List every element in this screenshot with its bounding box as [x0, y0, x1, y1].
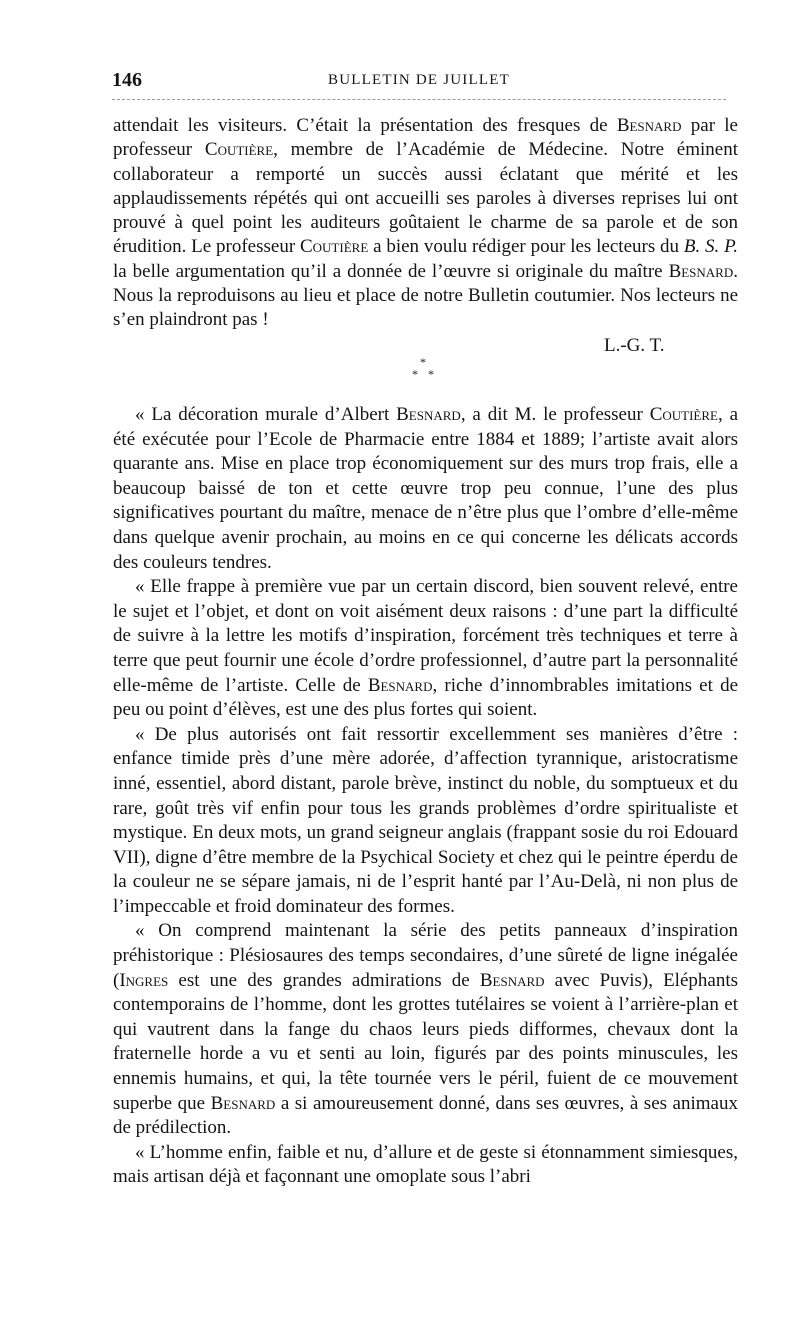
text-run: , riche d’innombrables imitations et de peu ou point d’élèves, est une des plus fortes qui soient. — [113, 674, 739, 721]
asterisk: * — [412, 367, 418, 381]
name-besnard: Besnard — [210, 1092, 276, 1114]
text-run: , a été exécutée pour l’Ecole de Pharmacie entre 1884 et 1889; l’artiste avait alors quarante ans. Mise en place trop économiquement sur des murs trop frais, elle a beaucoup baissé de ton et cette œuvre trop peu connue, l’une des plus significatives pourtant du maître, menace de n’être plus que l’ombre d’elle-même dans quelque avenir prochain, au moins en ce qui concerne les délicats accords des couleurs tendres. — [113, 404, 739, 573]
asterisk: * — [420, 355, 426, 369]
quote-paragraph: « L’homme enfin, faible et nu, d’allure et de geste si étonnamment simiesques, mais artisan déjà et façonnant une omoplate sous l’abri — [113, 1141, 738, 1188]
lecture-quote — [113, 403, 738, 1190]
asterisk: * — [428, 367, 434, 381]
text-run: attendait les visiteurs. C’était la présentation des fresques de — [113, 115, 617, 136]
text-run: , membre de l’Académie de Médecine. Notre éminent collaborateur a remporté un succès aussi éclatant que mérité et les applaudissements répétés qui ont accueilli ses paroles à diverses reprises lui ont prouvé à quel point les auditeurs goûtaient le charme de sa parole et de son érudition. Le professeur — [113, 139, 738, 258]
text-run: « La décoration murale d’Albert — [135, 404, 397, 425]
intro-paragraph — [113, 114, 738, 333]
header-rule — [112, 99, 726, 100]
author-signature: L.-G. T. — [604, 335, 665, 356]
text-run: . Nous la reproduisons au lieu et place de notre Bulletin coutumier. Nos lecteurs ne s’en plaindront pas ! — [113, 260, 738, 331]
name-coutiere: Coutière — [204, 139, 274, 161]
name-coutiere: Coutière — [649, 404, 718, 425]
name-besnard: Besnard — [668, 260, 734, 282]
name-coutiere: Coutière — [299, 236, 369, 258]
journal-abbreviation: B. S. P. — [683, 236, 739, 258]
text-run: a si amoureusement donné, dans ses œuvres, à ses animaux de prédilection. — [113, 1092, 738, 1139]
running-title: BULLETIN DE JUILLET — [328, 72, 510, 88]
text-run: la belle argumentation qu’il a donnée de l’œuvre si originale du maître — [113, 260, 669, 282]
quote-paragraph: « De plus autorisés ont fait ressortir excellemment ses manières d’être : enfance timide près d’une mère adorée, d’affection tyrannique, aristocratisme inné, essentiel, abord distant, parole brève, instinct du noble, du somptueux et du rare, goût très vif enfin pour tous les grands problèmes d’ordre spiritualiste et mystique. En deux mots, un grand seigneur anglais (frappant sosie du roi Edouard VII), digne d’être membre de la Psychical Society et chez qui le peintre éperdu de la couleur ne se sépare jamais, ni de l’esprit hanté par l’Au-Delà, ni non plus de l’impeccable et froid dominateur des formes. — [113, 723, 738, 917]
quote-paragraph — [113, 403, 738, 575]
name-besnard: Besnard — [367, 674, 433, 696]
quote-paragraph — [113, 919, 738, 1140]
name-besnard: Besnard — [396, 404, 461, 425]
name-ingres: Ingres — [119, 969, 169, 991]
quote-paragraph — [113, 575, 738, 723]
text-run: par le professeur — [113, 115, 738, 161]
name-besnard: Besnard — [479, 969, 545, 991]
text-run: « On comprend maintenant la série des petits panneaux d’inspiration préhistorique : Plésiosaures des temps secondaires, d’une sûreté de ligne inégalée ( — [113, 920, 738, 991]
text-run: a bien voulu rédiger pour les lecteurs du — [368, 236, 684, 258]
page-number: 146 — [112, 69, 142, 91]
text-run: , a dit M. le professeur — [460, 404, 650, 425]
asterism-divider — [412, 356, 438, 382]
name-besnard: Besnard — [616, 115, 682, 136]
text-run: est une des grandes admirations de — [168, 969, 480, 991]
page-header — [112, 66, 726, 96]
text-run: avec Puvis), Eléphants contemporains de l’homme, dont les grottes tutélaires se voient à l’arrière-plan et qui vautrent dans la fange du chaos leurs pieds difformes, chevaux dont la fraternelle horde a vu et senti au loin, figurés par des points minuscules, les ennemis humains, et qui, la tête tournée vers le péril, fuient de ce mouvement superbe que — [113, 969, 739, 1114]
intro-text — [113, 114, 738, 333]
text-run: « Elle frappe à première vue par un certain discord, bien souvent relevé, entre le sujet et l’objet, et dont on voit aisément deux raisons : d’une part la difficulté de suivre à la lettre les motifs d’inspiration, forcément très techniques et terre à terre que peut fournir une école d’ordre professionnel, d’autre part la personnalité elle-même de l’artiste. Celle de — [113, 576, 738, 696]
